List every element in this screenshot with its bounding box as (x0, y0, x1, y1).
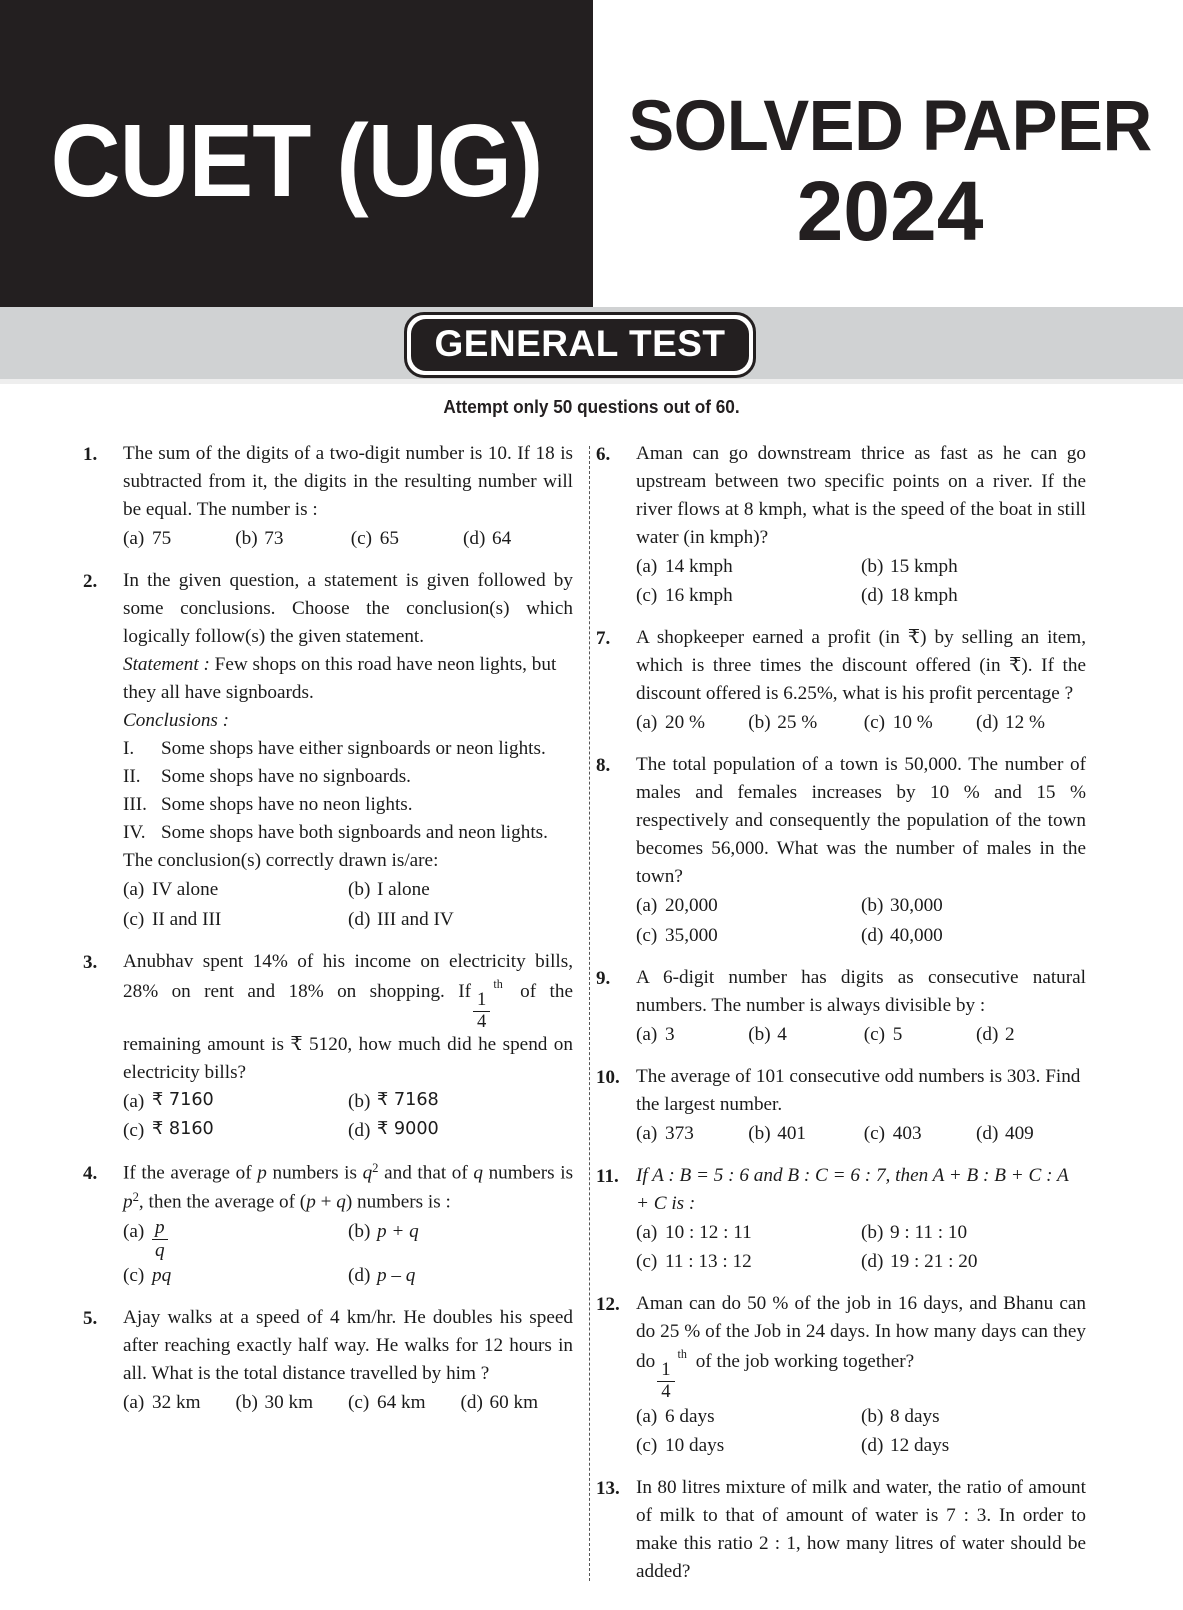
column-divider (589, 446, 590, 1581)
option-value: 8 days (890, 1405, 940, 1427)
conclusion-number: I. (123, 738, 135, 760)
option-label: (d) (975, 1122, 999, 1144)
question-body (123, 1159, 573, 1290)
option-group (636, 1120, 1086, 1148)
option-value: 30,000 (890, 895, 943, 917)
option-label: (b) (748, 712, 771, 734)
conclusion-text: Some shops have either signboards or neon lights. (161, 738, 546, 760)
q4-var-p: p (257, 1162, 267, 1184)
question-item (83, 567, 573, 933)
q4-var-q2: q (473, 1162, 483, 1184)
question-text: The average of 101 consecutive odd numbers is 303. Find the largest number. (636, 1065, 1081, 1115)
option[interactable] (861, 1403, 1086, 1431)
conclusion-text: Some shops have both signboards and neon lights. (161, 822, 548, 844)
option-value: I alone (377, 879, 430, 901)
subject-badge-frame (404, 312, 756, 378)
question-item (596, 1162, 1086, 1276)
option-group (636, 709, 1086, 737)
option-group (636, 1021, 1086, 1049)
question-item (83, 1304, 573, 1417)
option-group (123, 1389, 573, 1417)
option-value: 15 kmph (890, 556, 958, 578)
page-header (0, 0, 1183, 417)
conclusions-label: Conclusions : (123, 710, 230, 732)
option-label: (c) (348, 1392, 370, 1414)
option[interactable] (348, 876, 573, 904)
question-number: 2. (83, 571, 98, 593)
option-value: 75 (152, 528, 172, 550)
option[interactable] (636, 1248, 861, 1276)
option[interactable] (748, 1021, 864, 1049)
option-label: (c) (636, 924, 658, 946)
option[interactable] (636, 1120, 748, 1148)
option[interactable] (351, 525, 463, 553)
option-label: (b) (748, 1122, 771, 1144)
question-text-part1: Anubhav spent 14% of his income on electricity bills, 28% on rent and 18% on shopping. If (123, 950, 573, 1002)
option[interactable] (636, 892, 861, 920)
option-label: (a) (636, 1405, 658, 1427)
option-label: (d) (861, 1434, 884, 1456)
option-label: (c) (636, 585, 658, 607)
option-label: (c) (863, 712, 886, 734)
option[interactable] (636, 1403, 861, 1431)
option-label: (b) (861, 1221, 884, 1243)
option-value: 9 : 11 : 10 (890, 1221, 968, 1243)
option-value: 401 (777, 1122, 806, 1144)
option-label: (a) (636, 1023, 658, 1045)
option[interactable] (348, 1389, 461, 1417)
q4-text-b: numbers is (272, 1162, 357, 1184)
option-value: 64 km (377, 1392, 426, 1414)
option-value: 18 kmph (890, 585, 958, 607)
option[interactable] (236, 1389, 349, 1417)
q4-var-q3: q (336, 1191, 346, 1213)
conclusion-item (123, 735, 573, 763)
fraction-numerator: 1 (473, 991, 490, 1012)
option-label: (a) (123, 1091, 145, 1113)
option-group (636, 1219, 1086, 1276)
option[interactable] (235, 525, 351, 553)
question-body (123, 948, 573, 1146)
question-item (596, 1290, 1086, 1460)
q4-exponent-2b: 2 (132, 1189, 139, 1204)
option-value: 20,000 (665, 895, 718, 917)
option-label: (a) (636, 712, 658, 734)
option-group (123, 525, 573, 553)
option-value: 409 (1004, 1122, 1034, 1144)
fraction-one-fourth (471, 976, 507, 1032)
solved-paper-heading (600, 87, 1180, 258)
subject-badge: GENERAL TEST (411, 319, 749, 371)
option-value: II and III (152, 908, 222, 930)
option[interactable] (348, 1088, 573, 1116)
option-label: (c) (123, 908, 145, 930)
question-number: 4. (83, 1163, 98, 1185)
option-label: (c) (863, 1122, 886, 1144)
option-label: (d) (348, 1120, 371, 1142)
question-body (636, 1290, 1086, 1460)
q4-text-e: , then the average of ( (138, 1191, 307, 1213)
question-body (636, 1162, 1086, 1276)
option[interactable] (461, 1389, 574, 1417)
option-label: (c) (123, 1264, 145, 1286)
option-value: 32 km (152, 1392, 201, 1414)
option-value: 20 % (665, 712, 705, 734)
option-label: (d) (462, 528, 486, 550)
conclusion-item (123, 763, 573, 791)
option[interactable] (861, 1432, 1086, 1460)
question-item (596, 751, 1086, 949)
question-body (123, 567, 573, 933)
option-value: 403 (892, 1122, 922, 1144)
option-value: 6 days (665, 1405, 715, 1427)
option-value: 11 : 13 : 12 (665, 1250, 752, 1272)
option-value: 25 % (777, 712, 818, 734)
option[interactable] (123, 876, 348, 904)
q4-var-p3: p (306, 1191, 316, 1213)
question-columns (0, 440, 1183, 1600)
question-number: 11. (596, 1165, 619, 1187)
option-label: (d) (861, 924, 884, 946)
option-label: (a) (123, 1220, 145, 1242)
option-label: (a) (636, 895, 658, 917)
option-label: (a) (123, 1392, 145, 1414)
question-item (596, 1063, 1086, 1148)
option[interactable] (123, 1389, 236, 1417)
option[interactable] (123, 525, 235, 553)
option-label: (d) (861, 1250, 884, 1272)
option-value: 12 % (1004, 712, 1045, 734)
option-value: pq (152, 1264, 172, 1286)
question-item (83, 1159, 573, 1290)
option-label: (c) (636, 1434, 658, 1456)
conclusion-text: Some shops have no neon lights. (161, 794, 413, 816)
q4-exponent-2: 2 (372, 1161, 379, 1176)
statement-text: Few shops on this road have neon lights, but they all have signboards. (123, 654, 557, 704)
option[interactable] (636, 553, 861, 581)
question-number: 5. (83, 1307, 98, 1329)
option[interactable] (861, 922, 1086, 950)
option[interactable] (123, 1218, 348, 1261)
q4-text-a: If the average of (123, 1162, 252, 1184)
option[interactable] (636, 1021, 748, 1049)
question-body (123, 440, 573, 553)
option-fraction-den: q (155, 1239, 165, 1261)
question-text-part2: of the remaining amount is ₹ 5120, how much did he spend on electricity bills? (123, 980, 573, 1084)
question-item (596, 964, 1086, 1049)
option-fraction (152, 1218, 168, 1261)
option[interactable] (123, 906, 348, 934)
question-text: If the average of p numbers is $q^2$ and that of q numbers is $p^2$, then the average of (p + q) numbers is : (123, 1161, 574, 1213)
option-label: (a) (636, 1122, 658, 1144)
option[interactable] (861, 892, 1086, 920)
question-text-part1: Aman can do 50 % of the job in 16 days, and Bhanu can do 25 % of the Job in 24 days. In how many days can they do (636, 1292, 1086, 1372)
question-body (636, 1063, 1086, 1148)
option-label: (b) (235, 1392, 258, 1414)
option-label: (b) (861, 1405, 884, 1427)
option-value: 73 (264, 528, 284, 550)
option-value: 19 : 21 : 20 (890, 1250, 978, 1272)
option[interactable] (348, 1262, 573, 1290)
option[interactable] (864, 709, 976, 737)
question-text: A 6-digit number has digits as consecutive natural numbers. The number is always divisible by : (636, 966, 1086, 1016)
question-number: 1. (83, 444, 98, 465)
fraction-denominator: 4 (661, 1380, 671, 1402)
question-item (596, 1474, 1086, 1586)
right-column (596, 440, 1086, 1600)
option[interactable] (348, 906, 573, 934)
option[interactable] (748, 709, 864, 737)
option-value: 30 km (264, 1392, 314, 1414)
q4-var-q: q (362, 1162, 373, 1184)
option-value: ₹ 7168 (377, 1090, 439, 1111)
option-value: 2 (1004, 1023, 1015, 1045)
conclusion-item (123, 791, 573, 819)
question-text (636, 1290, 1086, 1402)
q4-text-f: ) numbers is : (345, 1191, 451, 1213)
option-value: 16 kmph (665, 585, 733, 607)
question-body (123, 1304, 573, 1417)
option[interactable] (636, 1219, 861, 1247)
question-text: Aman can go downstream thrice as fast as he can go upstream between two specific points on a river. If the river flows at 8 kmph, what is the speed of the boat in still water (in kmph)? (636, 443, 1086, 549)
option[interactable] (348, 1117, 573, 1145)
option-value: p – q (377, 1264, 416, 1286)
statement-line (123, 651, 573, 707)
option-label: (b) (235, 528, 258, 550)
option[interactable] (348, 1218, 573, 1261)
left-column (83, 440, 573, 1431)
option-value: 3 (665, 1023, 675, 1045)
option-value: ₹ 9000 (377, 1119, 439, 1140)
option-label: (a) (123, 879, 145, 901)
question-body (636, 1474, 1086, 1586)
question-text: In the given question, a statement is given followed by some conclusions. Choose the conclusion(s) which logically follow(s) the given statement. (123, 570, 573, 648)
question-body (636, 751, 1086, 949)
option-value: 373 (665, 1122, 694, 1144)
question-body (636, 624, 1086, 737)
question-number: 13. (596, 1477, 620, 1499)
q4-text-c: and that of (384, 1162, 468, 1184)
question-number: 8. (596, 755, 611, 777)
option-value: 4 (777, 1023, 787, 1045)
option-group (123, 1218, 573, 1290)
question-text: Ajay walks at a speed of 4 km/hr. He doubles his speed after reaching exactly half way. He walks for 12 hours in all. What is the total distance travelled by him ? (123, 1306, 573, 1384)
option-value: 5 (892, 1023, 903, 1045)
option[interactable] (123, 1117, 348, 1145)
fraction-denominator: 4 (477, 1010, 487, 1032)
option-value: 10 % (892, 712, 933, 734)
option[interactable] (636, 1432, 861, 1460)
conclusion-list (123, 735, 573, 847)
option-group (636, 553, 1086, 610)
option-label: (c) (636, 1250, 658, 1272)
question-number: 12. (596, 1293, 620, 1315)
question-text: In 80 litres mixture of milk and water, the ratio of amount of milk to that of amount of water is 7 : 3. In order to make this ratio 2 : 1, how many litres of water should be added? (636, 1476, 1086, 1582)
option[interactable] (636, 582, 861, 610)
solved-paper-label: SOLVED PAPER (628, 87, 1152, 166)
option-label: (b) (348, 879, 371, 901)
conclusion-text: Some shops have no signboards. (161, 766, 411, 788)
option-value: 14 kmph (665, 556, 733, 578)
option-value: 65 (379, 528, 399, 550)
option-label: (c) (863, 1023, 886, 1045)
header-band-shadow (0, 379, 1183, 384)
option-value: III and IV (377, 908, 454, 930)
option-label: (a) (636, 1221, 658, 1243)
question-number: 10. (596, 1066, 620, 1088)
option[interactable] (864, 1021, 976, 1049)
option[interactable] (861, 1248, 1086, 1276)
option[interactable] (123, 1262, 348, 1290)
question-text (123, 948, 573, 1088)
option[interactable] (976, 709, 1086, 737)
question-text: The sum of the digits of a two-digit number is 10. If 18 is subtracted from it, the digits in the resulting number will be equal. The number is : (123, 443, 573, 521)
option-group (636, 892, 1086, 949)
option[interactable] (864, 1120, 976, 1148)
conclusion-number: IV. (123, 822, 146, 844)
question-number: 3. (83, 951, 98, 973)
option[interactable] (976, 1120, 1086, 1148)
option-label: (b) (348, 1091, 371, 1113)
fraction-one-fourth (655, 1346, 691, 1402)
option-label: (c) (123, 1120, 145, 1142)
option[interactable] (976, 1021, 1086, 1049)
option-label: (d) (460, 1392, 483, 1414)
fraction-numerator: 1 (657, 1361, 674, 1382)
question-number: 7. (596, 628, 611, 650)
attempt-instruction: Attempt only 50 questions out of 60. (443, 396, 740, 417)
question-body (636, 440, 1086, 610)
conclusion-item (123, 819, 573, 847)
paper-year: 2024 (796, 163, 984, 258)
option-label: (d) (975, 712, 999, 734)
option-value: 40,000 (890, 924, 943, 946)
option-label: (a) (636, 556, 658, 578)
question-item (83, 948, 573, 1146)
option-label: (b) (861, 895, 884, 917)
question-number: 9. (596, 967, 611, 989)
option-value: 10 : 12 : 11 (665, 1221, 752, 1243)
option-value: p + q (377, 1220, 419, 1242)
question-number: 6. (596, 444, 611, 465)
option[interactable] (123, 1088, 348, 1116)
option-label: (b) (861, 556, 884, 578)
option[interactable] (861, 553, 1086, 581)
question-item (83, 440, 573, 553)
fraction-ordinal: th (677, 1346, 687, 1361)
question-item (596, 440, 1086, 610)
conclusion-number: III. (123, 794, 147, 816)
option-value: IV alone (152, 879, 219, 901)
option-value: 60 km (489, 1392, 539, 1414)
option-group (123, 1088, 573, 1145)
option-label: (b) (348, 1220, 371, 1242)
option-value: 10 days (665, 1434, 725, 1456)
exam-title: CUET (UG) (50, 102, 543, 218)
question-text: If A : B = 5 : 6 and B : C = 6 : 7, then A + B : B + C : A + C is : (636, 1164, 1069, 1214)
option[interactable] (748, 1120, 864, 1148)
option[interactable] (861, 582, 1086, 610)
option-fraction-num: p (152, 1218, 168, 1240)
question-closing-text: The conclusion(s) correctly drawn is/are: (123, 850, 439, 872)
option-label: (d) (348, 908, 371, 930)
option-label: (a) (123, 528, 145, 550)
statement-label: Statement : (123, 654, 210, 676)
option-label: (d) (348, 1264, 371, 1286)
option-group (636, 1403, 1086, 1460)
fraction-ordinal: th (493, 976, 503, 991)
option-label: (b) (748, 1023, 771, 1045)
option[interactable] (861, 1219, 1086, 1247)
option-label: (c) (350, 528, 373, 550)
question-item (596, 624, 1086, 737)
option[interactable] (636, 922, 861, 950)
q4-var-p2: p (123, 1191, 133, 1213)
option-group (123, 876, 573, 933)
option[interactable] (636, 709, 748, 737)
option-label: (d) (861, 585, 884, 607)
question-text: A shopkeeper earned a profit (in ₹) by selling an item, which is three times the discount offered (in ₹). If the discount offered is 6.25%, what is his profit percentage ? (636, 627, 1086, 705)
option-value: 35,000 (665, 924, 718, 946)
option-label: (d) (975, 1023, 999, 1045)
option-value: 64 (491, 528, 512, 550)
q4-text-d: numbers is (488, 1162, 574, 1184)
question-text-part2: of the job working together? (695, 1350, 915, 1372)
option-value: ₹ 7160 (152, 1090, 214, 1111)
option[interactable] (463, 525, 573, 553)
option-value: 12 days (890, 1434, 950, 1456)
question-text: The total population of a town is 50,000. The number of males and females increases by 10 % and 15 % respectively and consequently the population of the town becomes 56,000. What was the number of males in the town? (636, 754, 1086, 888)
question-body (636, 964, 1086, 1049)
option-value: ₹ 8160 (152, 1119, 214, 1140)
conclusion-number: II. (123, 766, 141, 788)
